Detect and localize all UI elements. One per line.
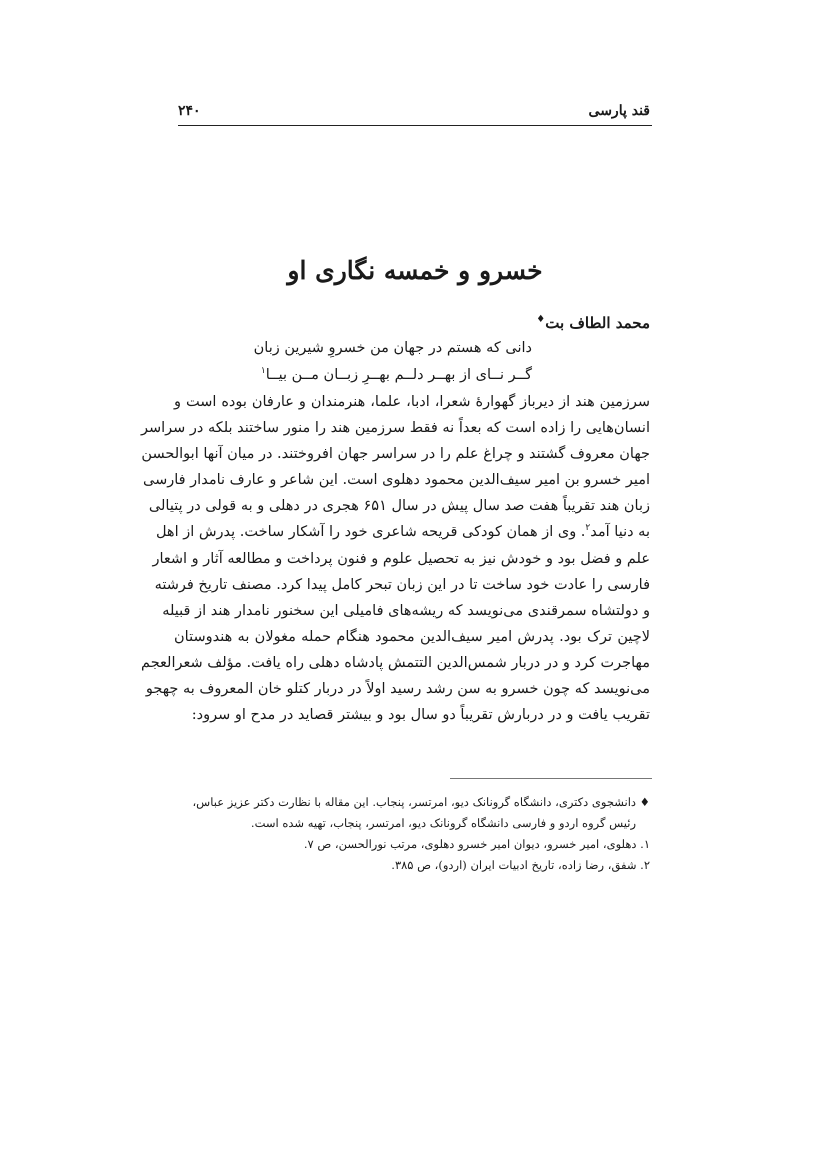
footnote-2: ۲. شفق، رضا زاده، تاریخ ادبیات ایران (اردو)، ص ۳۸۵. <box>391 858 650 872</box>
body-line: لاچین ترک بود. پدرش امیر سیف‌الدین محمود هنگام حمله مغولان به هندوستان <box>174 628 650 645</box>
footnotes <box>170 792 650 876</box>
body-line-text: . وی از همان کودکی قریحه شاعری خود را آشکار ساخت. پدرش از اهل <box>155 524 586 541</box>
body-line: علم و فضل بود و خودش نیز به تحصیل علوم و فنون پرداخت و مطالعه آثار و اشعار <box>152 550 650 567</box>
footnote-author-cont: رئیس گروه اردو و فارسی دانشگاه گرونانک دیو، امرتسر، پنجاب، تهیه شده است. <box>250 816 636 830</box>
footnote-author: ♦ دانشجوی دکتری، دانشگاه گرونانک دیو، امرتسر، پنجاب. این مقاله با نظارت دکتر عزیز عباس، <box>192 795 650 809</box>
article-title: خسرو و خمسه نگاری او <box>287 256 543 285</box>
body-line: فارسی را عادت خود ساخت تا در این زبان تبحر کامل پیدا کرد. مصنف تاریخ فرشته <box>154 576 650 593</box>
body-line: امیر خسرو بن امیر سیف‌الدین محمود دهلوی است. این شاعر و عارف نامدار فارسی <box>142 472 650 489</box>
body-line: سرزمین هند از دیرباز گهوارۀ شعرا، ادبا، علما، هنرمندان و عارفان بوده است و <box>174 394 650 410</box>
verse-line-2 <box>261 366 532 383</box>
body-line-with-ref <box>155 519 650 545</box>
body-paragraph <box>140 389 650 728</box>
footnote-1: ۱. دهلوی، امیر خسرو، دیوان امیر خسرو دهلوی، مرتب نورالحسن، ص ۷. <box>303 837 650 851</box>
footnote-ref-1: ۱ <box>260 366 266 376</box>
running-head: قند پارسی <box>588 103 650 119</box>
body-line: تقریب یافت و در دربارش تقریباً دو سال بود و بیشتر قصاید در مدح او سرود: <box>191 707 650 724</box>
author-name-text: محمد الطاف بت <box>545 314 650 332</box>
body-line: می‌نویسد که چون خسرو به سن رشد رسید اولاً در دربار کتلو خان المعروف به چهجو <box>145 681 650 698</box>
page-number: ۲۴۰ <box>178 103 201 119</box>
body-line: مهاجرت کرد و در دربار شمس‌الدین التتمش پادشاه دهلی راه یافت. مؤلف شعرالعجم <box>141 654 650 671</box>
body-line: و دولتشاه سمرقندی می‌نویسد که ریشه‌های فامیلی این سخنور نامدار هند از قبیله <box>162 602 650 619</box>
author-name <box>536 314 650 332</box>
body-line-text: به دنیا آمد <box>590 524 650 541</box>
footnote-ref-2: ۲ <box>585 523 591 534</box>
body-line: جهان معروف گشتند و چراغ علم را در سراسر جهان افروختند. در میان آنها ابوالحسن <box>141 446 650 463</box>
header-rule <box>178 125 652 126</box>
body-line: انسان‌هایی را زاده است که بعداً نه فقط سرزمین هند را منور ساختند بلکه در سراسر <box>140 420 650 437</box>
body-line: زبان هند تقریباً هفت صد سال پیش در سال ۶۵۱ هجری در دهلی و به قولی در پتیالی <box>148 498 650 515</box>
verse-line-1: دانی که هستم در جهان من خسروِ شیرین زبان <box>253 340 532 356</box>
footnote-rule <box>450 778 652 779</box>
verse-line-2-text: گــر نــای از بهــر دلــم بهــرِ زبــان مــن بیــا <box>265 366 532 383</box>
author-footnote-mark: ♦ <box>536 314 546 325</box>
